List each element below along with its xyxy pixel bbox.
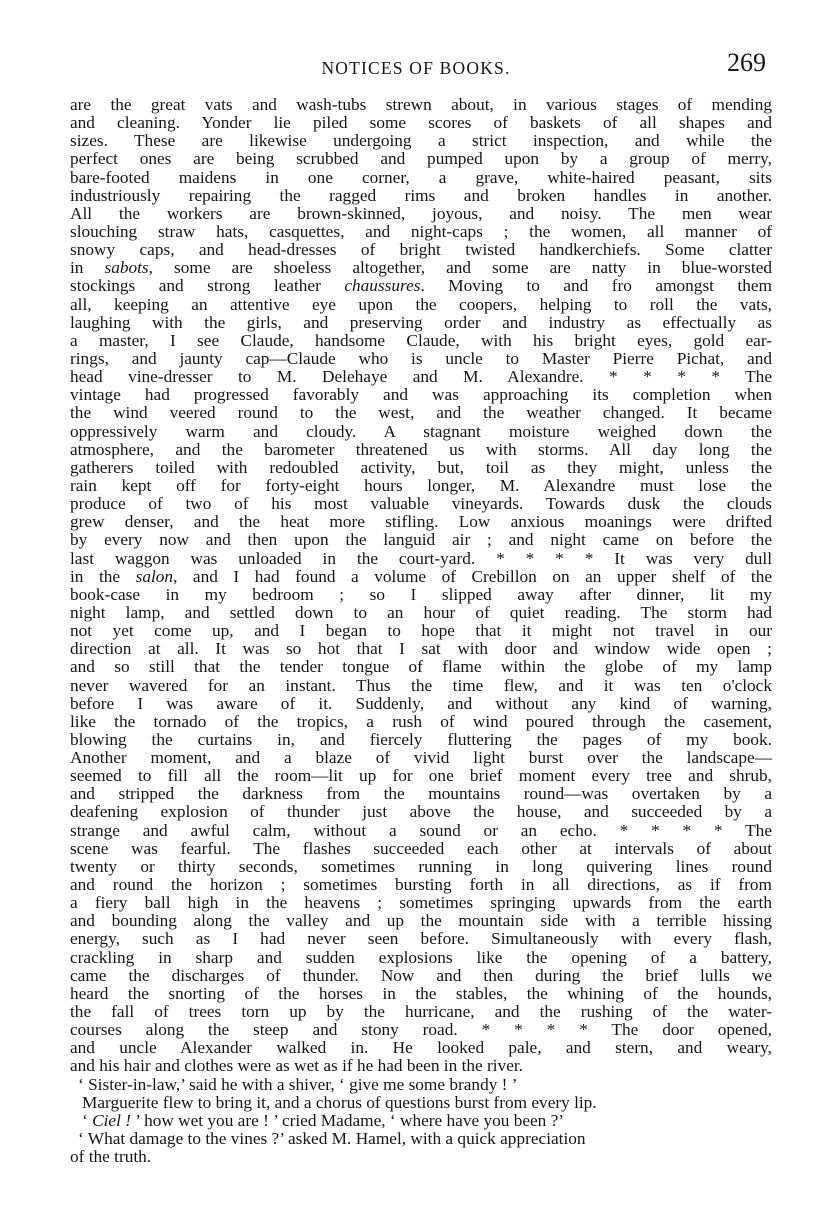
text-line: perfect ones are being scrubbed and pumped upon by a group of merry, xyxy=(70,149,772,169)
text-line: stockings and strong leather chaussures. Moving to and fro amongst them xyxy=(70,276,772,296)
text-line: vintage had progressed favorably and was approaching its completion when xyxy=(70,385,772,405)
text-line: courses along the steep and stony road. * * * * The door opened, xyxy=(70,1020,772,1040)
text-line: the fall of trees torn up by the hurricane, and the rushing of the water- xyxy=(70,1002,772,1022)
text-line: bare-footed maidens in one corner, a grave, white-haired peasant, sits xyxy=(70,167,772,187)
text-line: twenty or thirty seconds, sometimes running in long quivering lines round xyxy=(70,856,772,876)
text-line: in sabots, some are shoeless altogether, and some are natty in blue-worsted xyxy=(70,258,773,278)
text-line: All the workers are brown-skinned, joyous, and noisy. The men wear xyxy=(70,203,772,223)
text-line: and cleaning. Yonder lie piled some scores of baskets of all shapes and xyxy=(70,113,772,133)
text-line: grew denser, and the heat more stifling. Low anxious moanings were drifted xyxy=(70,512,772,532)
text-line: in the salon, and I had found a volume of Crebillon on an upper shelf of the xyxy=(70,566,773,586)
dialogue-line: ‘ What damage to the vines ?’ asked M. Hamel, with a quick appreciation xyxy=(78,1129,586,1149)
text-line: industriously repairing the ragged rims and broken handles in another. xyxy=(70,185,772,205)
running-header xyxy=(60,44,772,84)
text-line: book-case in my bedroom ; so I slipped away after dinner, lit my xyxy=(70,584,772,604)
text-line: snowy caps, and head-dresses of bright twisted handkerchiefs. Some clatter xyxy=(70,240,772,260)
text-line: heard the snorting of the horses in the stables, the whining of the hounds, xyxy=(70,983,772,1003)
text-line: Another moment, and a blaze of vivid light burst over the landscape— xyxy=(70,748,772,768)
text-line: the wind veered round to the west, and the weather changed. It became xyxy=(70,403,772,423)
text-line: sizes. These are likewise undergoing a strict inspection, and while the xyxy=(70,131,772,151)
dialogue-line: of the truth. xyxy=(70,1147,152,1167)
text-line: crackling in sharp and sudden explosions like the opening of a battery, xyxy=(70,947,772,967)
text-line: direction at all. It was so hot that I sat with door and window wide open ; xyxy=(70,639,772,659)
text-line: all, keeping an attentive eye upon the coopers, helping to roll the vats, xyxy=(70,294,772,314)
text-line: and round the horizon ; sometimes bursting forth in all directions, as if from xyxy=(70,875,772,895)
text-line: and uncle Alexander walked in. He looked pale, and stern, and weary, xyxy=(70,1038,772,1058)
text-line: by every now and then upon the languid air ; and night came on before the xyxy=(70,530,772,550)
text-line: a master, I see Claude, handsome Claude, with his bright eyes, gold ear- xyxy=(70,330,772,350)
text-line: energy, such as I had never seen before. Simultaneously with every flash, xyxy=(70,929,772,949)
text-line: last waggon was unloaded in the court-yard. * * * * It was very dull xyxy=(70,548,772,568)
text-line: never wavered for an instant. Thus the time flew, and it was ten o'clock xyxy=(70,675,772,695)
text-line: atmosphere, and the barometer threatened us with storms. All day long the xyxy=(70,439,772,459)
text-line: laughing with the girls, and preserving order and industry as effectually as xyxy=(70,312,772,332)
italic-term: sabots xyxy=(104,258,149,278)
italic-term: Ciel ! xyxy=(92,1110,131,1130)
text-line: night lamp, and settled down to an hour of quiet reading. The storm had xyxy=(70,602,772,622)
running-title: NOTICES OF BOOKS. xyxy=(321,58,511,78)
text-line: seemed to fill all the room—lit up for one brief moment every tree and shrub, xyxy=(70,766,772,786)
text-line: rain kept off for forty-eight hours longer, M. Alexandre must lose the xyxy=(70,475,772,495)
dialogue-line: ‘ Sister-in-law,’ said he with a shiver, ‘ give me some brandy ! ’ xyxy=(78,1074,518,1094)
text-line: scene was fearful. The flashes succeeded each other at intervals of about xyxy=(70,838,772,858)
text-line: rings, and jaunty cap—Claude who is uncle to Master Pierre Pichat, and xyxy=(70,348,772,368)
text-line: gatherers toiled with redoubled activity, but, toil as they might, unless the xyxy=(70,457,772,477)
text-line: came the discharges of thunder. Now and then during the brief lulls we xyxy=(70,965,772,985)
text-line: blowing the curtains in, and fiercely fluttering the pages of my book. xyxy=(70,729,772,749)
body-text xyxy=(70,96,772,1166)
text-line: deafening explosion of thunder just above the house, and succeeded by a xyxy=(70,802,772,822)
text-line: a fiery ball high in the heavens ; sometimes springing upwards from the earth xyxy=(70,893,772,913)
text-line: before I was aware of it. Suddenly, and without any kind of warning, xyxy=(70,693,772,713)
dialogue-line: Marguerite flew to bring it, and a chorus of questions burst from every lip. xyxy=(82,1092,597,1112)
italic-term: salon xyxy=(135,566,174,586)
text-line: not yet come up, and I began to hope that it might not travel in our xyxy=(70,621,772,641)
text-line: like the tornado of the tropics, a rush of wind poured through the casement, xyxy=(70,711,772,731)
text-line: produce of two of his most valuable vineyards. Towards dusk the clouds xyxy=(70,494,772,514)
text-line: and stripped the darkness from the mountains round—was overtaken by a xyxy=(70,784,772,804)
italic-term: chaussures xyxy=(344,276,421,296)
text-line: are the great vats and wash-tubs strewn about, in various stages of mending xyxy=(70,95,772,114)
page-number: 269 xyxy=(727,48,766,77)
text-line: and so still that the tender tongue of flame within the globe of my lamp xyxy=(70,657,772,677)
text-line: slouching straw hats, casquettes, and night-caps ; the women, all manner of xyxy=(70,221,772,241)
text-line: head vine-dresser to M. Delehaye and M. Alexandre. * * * * The xyxy=(70,367,772,387)
dialogue-line: ‘ Ciel ! ’ how wet you are ! ’ cried Madame, ‘ where have you been ?’ xyxy=(82,1110,565,1130)
text-line: oppressively warm and cloudy. A stagnant moisture weighed down the xyxy=(70,421,772,441)
text-line: strange and awful calm, without a sound or an echo. * * * * The xyxy=(70,820,772,840)
text-line: and bounding along the valley and up the mountain side with a terrible hissing xyxy=(70,911,772,931)
text-line: and his hair and clothes were as wet as if he had been in the river. xyxy=(70,1056,523,1076)
